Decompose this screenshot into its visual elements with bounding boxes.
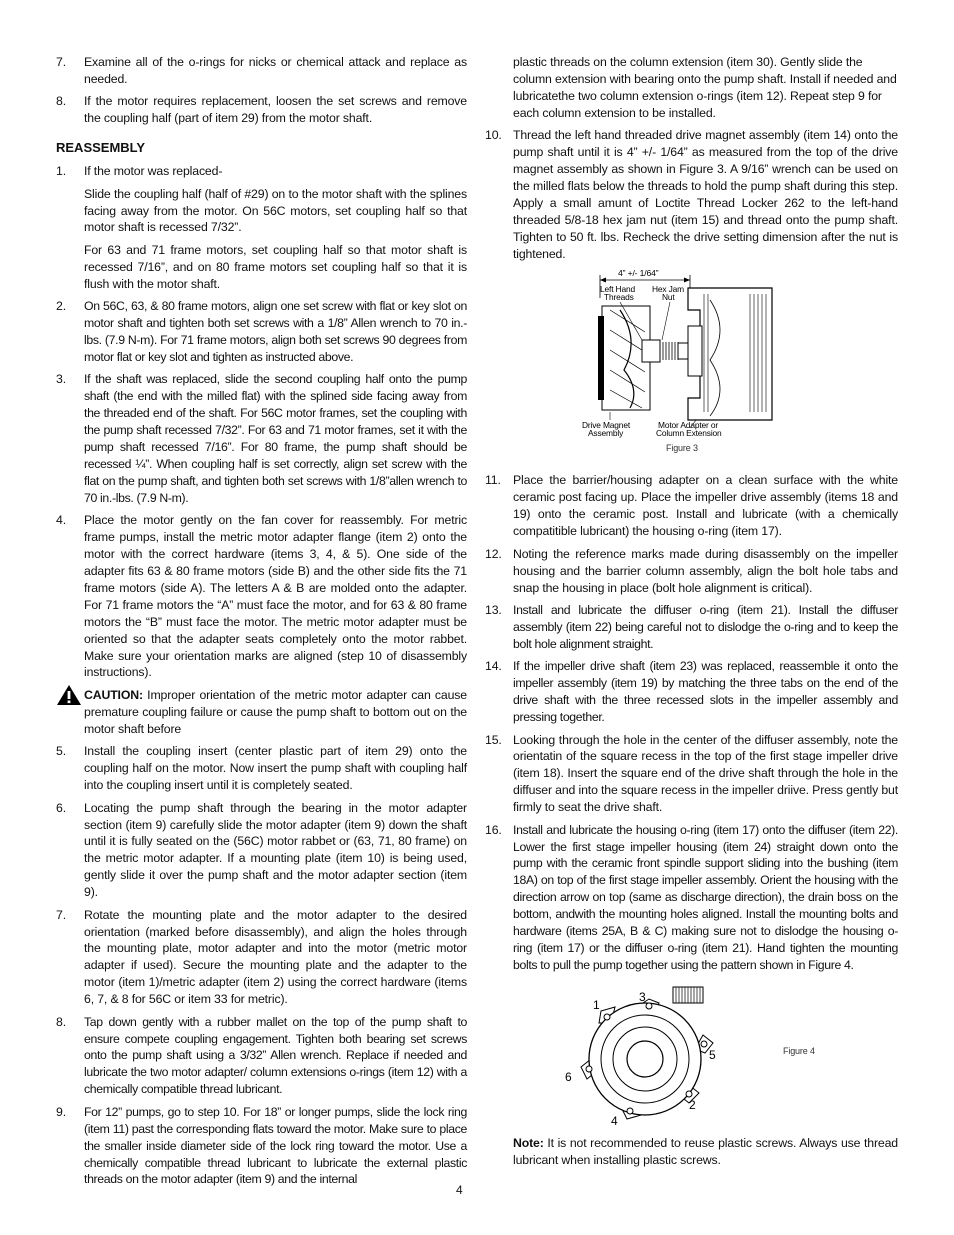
item-text: Examine all of the o-rings for nicks or chemical attack and replace as needed. <box>84 55 467 86</box>
list-item <box>56 93 467 127</box>
item-number-spacer <box>485 54 513 122</box>
label-nut: Nut <box>662 292 675 303</box>
list-item <box>485 732 898 817</box>
section-heading-reassembly: REASSEMBLY <box>56 140 146 156</box>
caution-text: Improper orientation of the metric motor adapter can cause premature coupling failure or cause the pump shaft to bottom out on the motor shaft before <box>84 687 467 736</box>
list-item <box>56 298 467 366</box>
item-number: 14. <box>485 659 502 674</box>
item-number: 15. <box>485 732 502 747</box>
caution-body <box>84 687 467 738</box>
list-item <box>56 54 467 88</box>
arrowhead <box>600 278 606 283</box>
warning-icon <box>56 684 82 706</box>
figure-4 <box>485 979 898 1129</box>
item-number: 7. <box>56 907 66 922</box>
item-text: Install and lubricate the housing o-ring (item 17) onto the diffuser (item 22). Lower the first stage impeller housing (item 24) straight down onto the pump with the ceramic front spindle support sliding into the bushing (item 18A) on top of the first stage impeller assembly. Orient the housing with the direction arrow on top (same as discharge direction), the drain boss on the bottom, andwith the mounting holes aligned. Install the mounting bolts and hardware (items 25A, B & C) making sure not to dislodge the housing o-ring (item 17) or the diffuser o-ring (item 21). Hand tighten the mounting bolts to pull the pump together using the pattern shown in Figure 4. <box>513 822 898 972</box>
caution-label: CAUTION: <box>84 687 143 702</box>
list-item <box>485 658 898 726</box>
item-text: On 56C, 63, & 80 frame motors, align one set screw with flat or key slot on motor shaft and tighten both set screws with a 1/8” Allen wrench to 70 in.-lbs. (7.9 N-m). For 71 frame motors, align both set screws 90 degrees from motor flat or key slot and tighten as instructed above. <box>84 299 467 364</box>
note-text: It is not recommended to reuse plastic screws. Always use thread lubricant when installing plastic screws. <box>513 1136 898 1168</box>
label-drive-magnet: Drive Magnet <box>582 420 631 431</box>
bolt-label-1: 1 <box>593 998 600 1013</box>
item-text: If the shaft was replaced, slide the second coupling half onto the pump shaft (the end with the milled flat) with the splined side facing away from the threaded end of the shaft. For 56C motor frames, set the coupling with the pump shaft recessed 7/32”. For 63 and 71 motor frames, set it with the pump shaft recessed 7/16”. For 80 frame, the pump shaft should be recessed ¼”. When coupling half is set correctly, align set screw with the flat on the pump shaft, and tighten both set screws with 1/8”allen wrench to 70 in.-lbs. (7.9 N-m). <box>84 372 467 505</box>
page-number: 4 <box>456 1183 463 1197</box>
figure-3-diagram <box>580 270 780 454</box>
item-number: 8. <box>56 94 66 109</box>
item-text: If the impeller drive shaft (item 23) was replaced, reassemble it onto the impeller assembly (item 19) by matching the three tabs on the end of the drive shaft with the three recessed slots in the impeller assembly and pressing together. <box>513 659 898 725</box>
item-text: If the motor was replaced- <box>84 164 223 179</box>
item-body <box>84 163 467 293</box>
item-text: Place the barrier/housing adapter on a clean surface with the white ceramic post facing up. Place the impeller drive assembly (items 18 and 19) onto the ceramic post. Install and lubricate (with a chemically compatitible lubricant) the housing o-ring (item 17). <box>513 473 898 539</box>
list-item <box>56 512 467 681</box>
figure-4-bolt-pattern <box>565 979 725 1129</box>
note-body <box>513 1135 898 1169</box>
figure-4-caption: Figure 4 <box>783 1046 815 1057</box>
list-item-continuation <box>485 54 898 122</box>
list-item <box>56 163 467 293</box>
item-number-spacer <box>485 1135 513 1169</box>
label-motor-adapter: Motor Adapter or <box>658 420 718 431</box>
item-number: 11. <box>485 473 501 488</box>
item-number: 8. <box>56 1014 66 1029</box>
bolt-label-3: 3 <box>639 990 646 1005</box>
note-label: Note: <box>513 1136 544 1151</box>
list-item <box>56 1104 467 1189</box>
list-item <box>485 472 898 540</box>
list-item <box>485 546 898 597</box>
note <box>485 1135 898 1169</box>
list-item <box>485 822 898 974</box>
caution-note <box>56 687 467 738</box>
item-text: Looking through the hole in the center of the diffuser assembly, note the orientatin of the square recess in the top of the first stage impeller drive (item 18). Insert the square end of the drive shaft through the hole in the diffuser and into the square recess in the impeller driive. Press gently but firmly to seat the drive shaft. <box>513 732 898 815</box>
list-item <box>56 371 467 506</box>
list-item <box>56 907 467 1008</box>
arrowhead <box>684 278 690 283</box>
label-hex-jam: Hex Jam <box>652 284 684 295</box>
label-assembly: Assembly <box>588 428 624 439</box>
item-text: Locating the pump shaft through the bearing in the motor adapter section (item 9) carefully slide the motor adapter (item 9) down the shaft until it is fully seated on the (56C) motor rabbet or (63, 71, 80 frame) on the metric motor adapter. If a mounting plate (item 10) is being used, gently slide it over the pump shaft and the motor adapter section (item 9). <box>84 800 467 900</box>
item-number: 9. <box>56 1104 66 1119</box>
list-item <box>56 743 467 794</box>
item-text: Place the motor gently on the fan cover for reassembly. For metric frame pumps, install the metric motor adapter flange (item 2) onto the motor with the correct hardware (items 3, 4, & 5). One side of the adapter fits 63 & 80 frame motors (side B) and the other side fits the 71 frame motors (side A). The letters A & B are molded onto the adapter. For 71 frame motors the “A” must face the motor, and for 63 & 80 frame motors the “B” must face the motor. The metric motor adapter must be oriented so that the adapter seats completely onto the motor rabbet. Make sure your orientation marks are aligned (step 10 of disassembly instructions). <box>84 513 467 680</box>
item-text: Install and lubricate the diffuser o-ring (item 21). Install the diffuser assembly (item 22) being careful not to dislodge the o-ring and to keep the bolt hole alignment straight. <box>513 603 898 651</box>
item-number: 3. <box>56 372 66 387</box>
item-text: If the motor requires replacement, loosen the set screws and remove the coupling half (part of item 29) from the motor shaft. <box>84 94 467 126</box>
item-number: 6. <box>56 800 66 815</box>
left-column <box>56 54 467 1194</box>
item-number: 7. <box>56 55 66 69</box>
dimension-text: 4” +/- 1/64” <box>618 270 659 279</box>
item-number: 1. <box>56 164 66 179</box>
label-left-hand: Left Hand <box>600 284 635 295</box>
bolt-label-6: 6 <box>565 1070 572 1085</box>
item-text: Install the coupling insert (center plastic part of item 29) onto the coupling half on the motor. Now insert the pump shaft with coupling half into the coupling insert until it is completely seated. <box>84 744 467 793</box>
item-number: 10. <box>485 128 502 143</box>
list-item <box>56 800 467 901</box>
bolt-label-2: 2 <box>689 1098 696 1113</box>
figure-3-caption: Figure 3 <box>666 443 698 454</box>
bolt-label-4: 4 <box>611 1114 618 1129</box>
item-text: Thread the left hand threaded drive magnet assembly (item 14) onto the pump shaft until it is 4” +/- 1/64” as measured from the top of the drive magnet assembly as shown in Figure 3. A 9/16” wrench can be used on the milled flats below the threads to hold the pump shaft during this step. Apply a small amunt of Loctite Thread Locker 262 to the left-hand threaded 5/8-18 hex jam nut (item 15) and thread onto the pump shaft. Tighten to 50 ft. lbs. Recheck the drive setting dimension after the nut is tightened. <box>513 128 898 261</box>
list-item <box>485 127 898 262</box>
list-item <box>56 1014 467 1099</box>
hex-jam-nut <box>642 340 660 362</box>
item-number: 4. <box>56 513 66 528</box>
label-threads: Threads <box>604 292 634 303</box>
item-number: 16. <box>485 822 502 837</box>
item-text: For 12” pumps, go to step 10. For 18” or longer pumps, slide the lock ring (item 11) past the corresponding flats toward the motor. Make sure to place the smaller inside diameter side of the lock ring toward the motor. Use a chemically compatible thread lubricant to lubricate the external plastic threads on the motor adapter (item 9) and the internal <box>84 1104 467 1187</box>
item-text: plastic threads on the column extension (item 30). Gently slide the column extension with bearing onto the pump shaft. Install if needed and lubricatethe two column extension o-rings (item 12). Repeat step 9 for each column extension to be installed. <box>513 55 897 120</box>
item-text: For 63 and 71 frame motors, set coupling half so that motor shaft is recessed 7/16”, and on 80 frame motors set coupling half so that it is flush with the motor shaft. <box>84 242 467 291</box>
item-text: Noting the reference marks made during disassembly on the impeller housing and the barrier column assembly, align the bolt hole tabs and snap the housing in place (bolt hole alignment is critical). <box>513 546 898 595</box>
item-number: 12. <box>485 546 502 561</box>
bolt-label-5: 5 <box>709 1048 716 1063</box>
item-number: 5. <box>56 744 66 759</box>
item-text: Tap down gently with a rubber mallet on the top of the pump shaft to ensure compete coupling engagement. Tighten both bearing set screws onto the pump shaft using a 3/32” Allen wrench. Replace if needed and lubricate the two motor adapter/ column extensions o-rings (item 12) with a chemically compatible thread lubricant. <box>84 1014 467 1097</box>
item-text: Slide the coupling half (half of #29) on to the motor shaft with the splines facing away from the motor. On 56C motors, set coupling half so that motor shaft is recessed 7/32”. <box>84 186 467 235</box>
list-item <box>485 602 898 653</box>
item-number: 13. <box>485 603 502 617</box>
item-number: 2. <box>56 299 66 314</box>
label-column-extension: Column Extension <box>656 428 722 439</box>
figure-3 <box>485 270 898 466</box>
right-column <box>485 54 898 1175</box>
magnet-wall <box>598 316 604 400</box>
item-text: Rotate the mounting plate and the motor adapter to the desired orientation (marked before disassembly), and align the holes through the mounting plate, motor adapter and into the motor (metric motor adapter if used). Secure the mounting plate and the adapter to the motor (item 1)/metric adapter (item 2) using the correct hardware (items 6, 7, & 8 for 56C or item 33 for metric). <box>84 907 467 1007</box>
